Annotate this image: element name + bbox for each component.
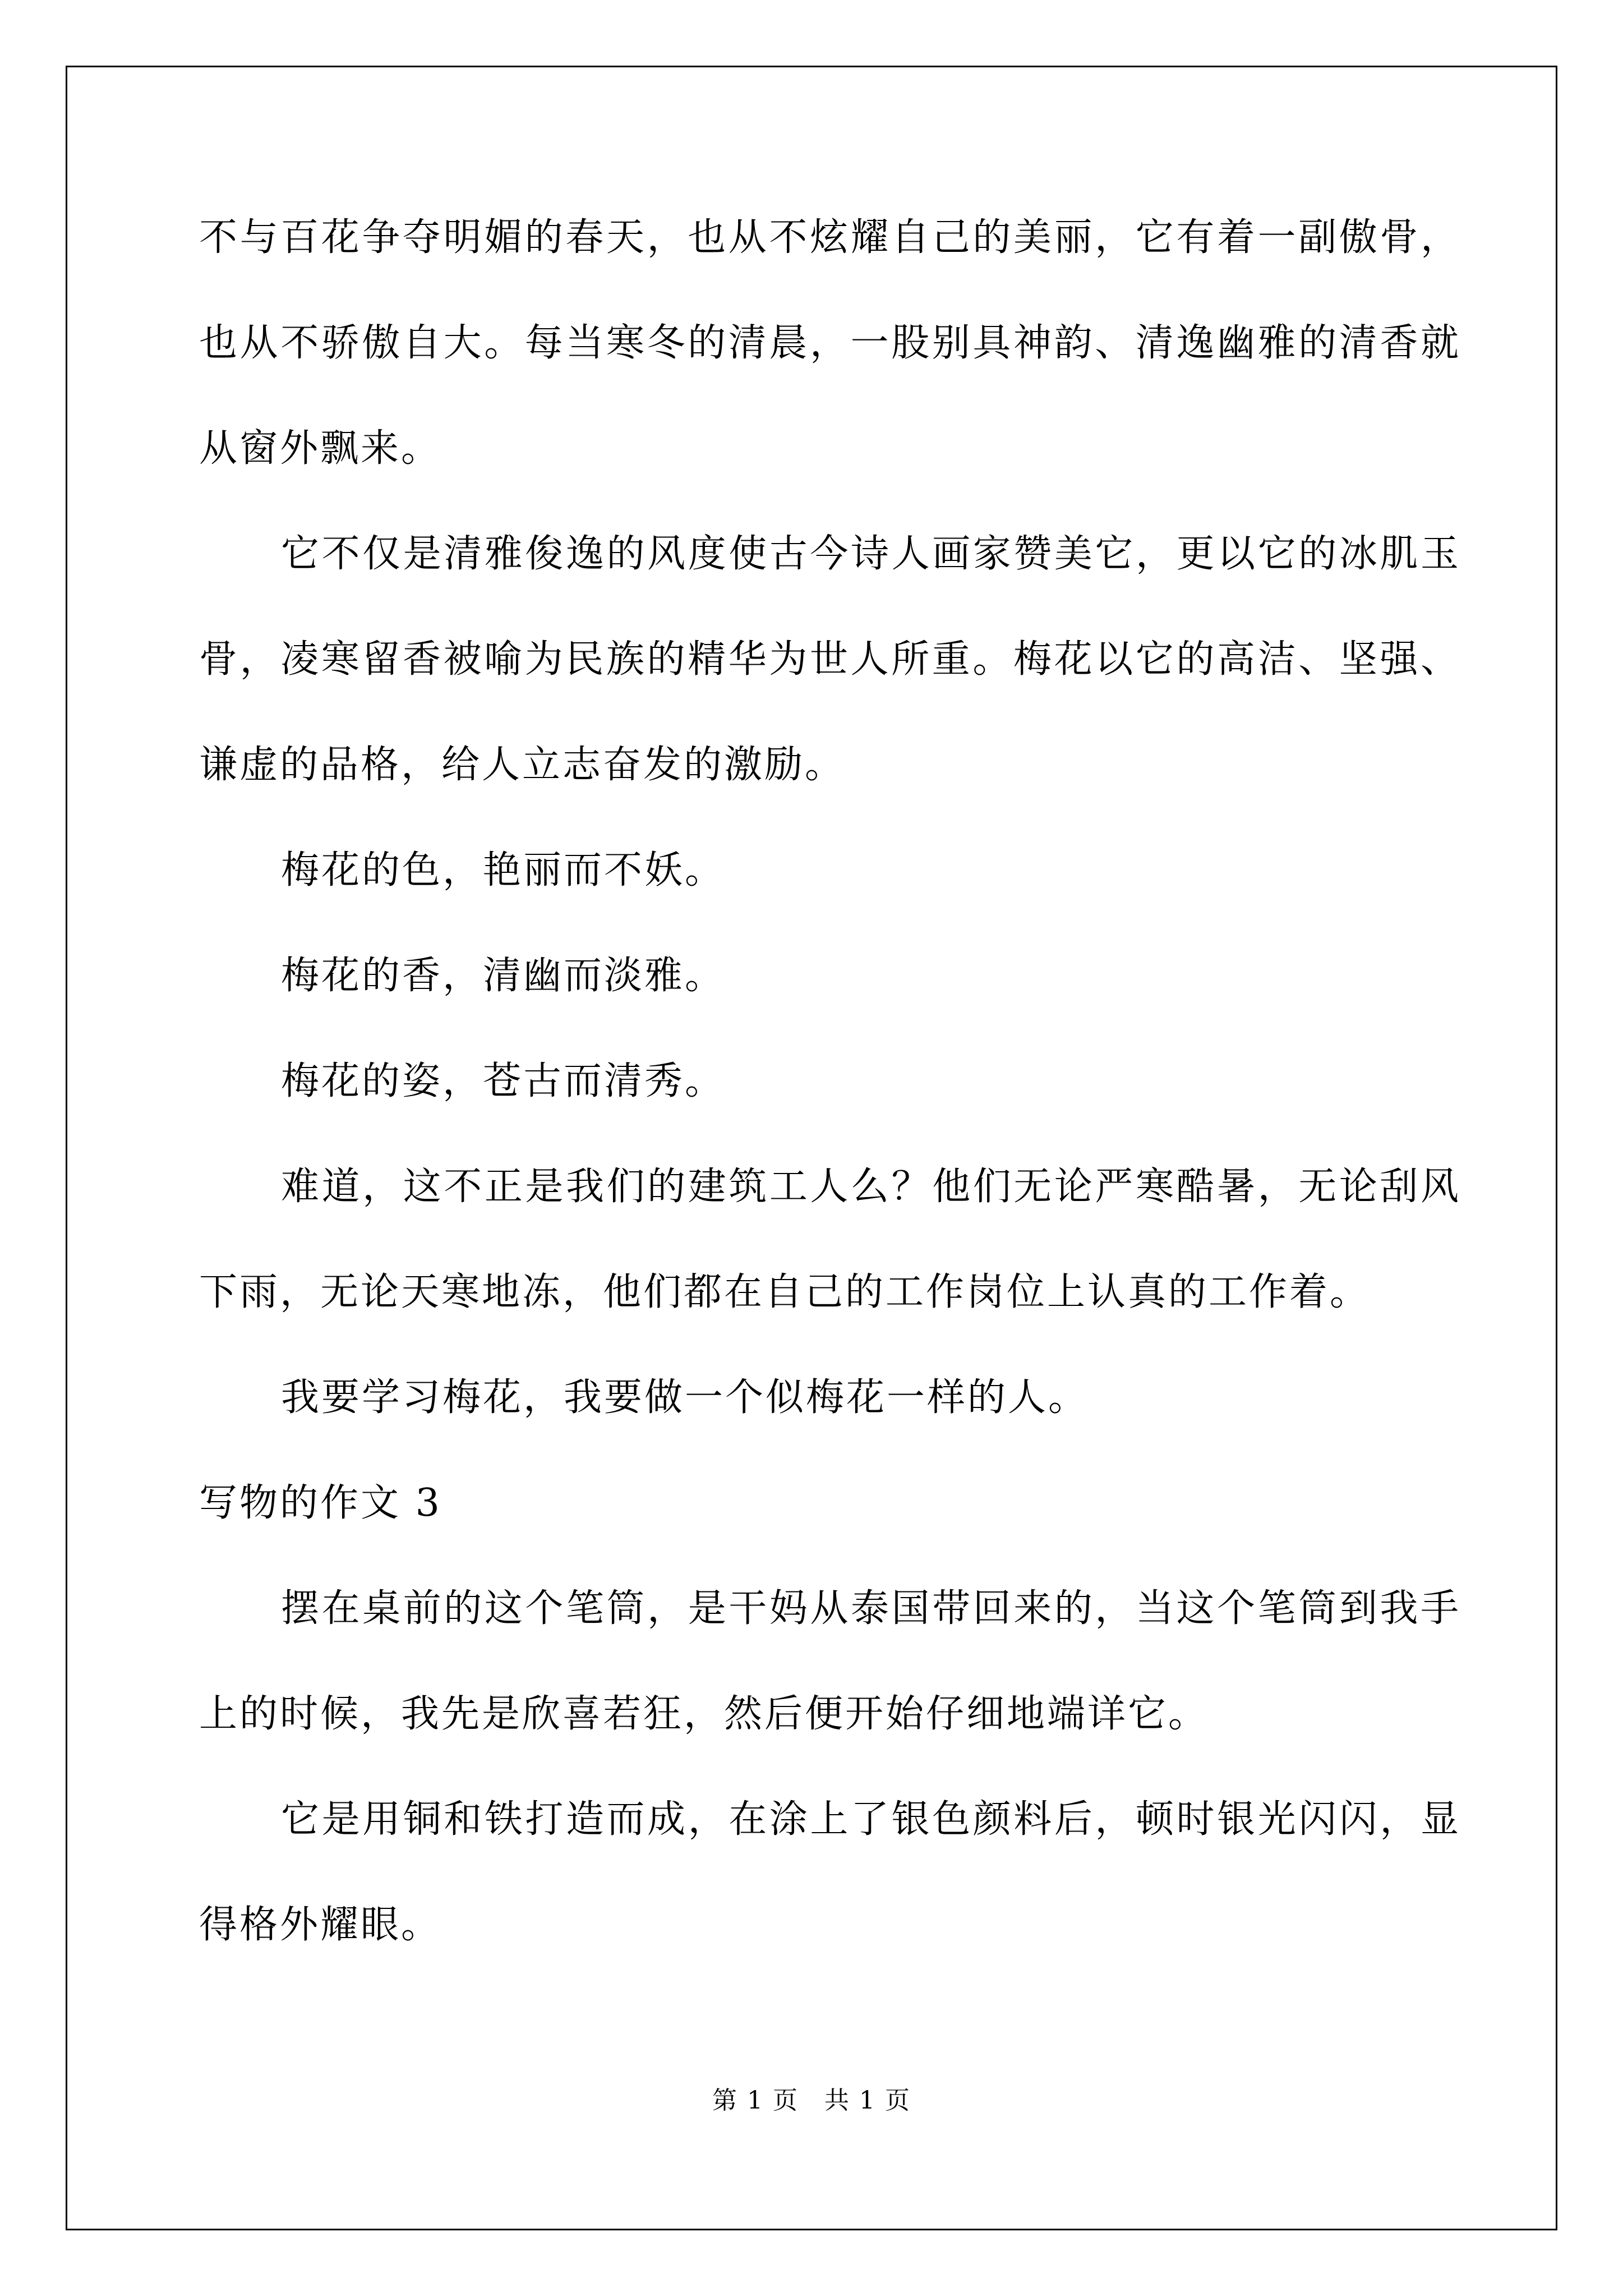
section-heading: 写物的作文 3 <box>199 1481 442 1525</box>
paragraph: 梅花的色，艳丽而不妖。 <box>281 848 726 892</box>
page-footer: 第 1 页 共 1 页 <box>712 2086 911 2115</box>
document-body <box>199 185 1461 1978</box>
paragraph: 它不仅是清雅俊逸的风度使古今诗人画家赞美它，更以它的冰肌玉骨，凌寒留香被喻为民族的精华为世人所重。梅花以它的高洁、坚强、谦虚的品格，给人立志奋发的激励。 <box>199 532 1461 787</box>
paragraph: 梅花的姿，苍古而清秀。 <box>281 1059 726 1103</box>
paragraph: 我要学习梅花，我要做一个似梅花一样的人。 <box>281 1375 1089 1420</box>
paragraph: 它是用铜和铁打造而成，在涂上了银色颜料后，顿时银光闪闪，显得格外耀眼。 <box>199 1797 1461 1947</box>
paragraph: 梅花的香，清幽而淡雅。 <box>281 954 726 998</box>
paragraph: 摆在桌前的这个笔筒，是干妈从泰国带回来的，当这个笔筒到我手上的时候，我先是欣喜若狂，然后便开始仔细地端详它。 <box>199 1586 1461 1736</box>
paragraph: 难道，这不正是我们的建筑工人么？他们无论严寒酷暑，无论刮风下雨，无论天寒地冻，他们都在自己的工作岗位上认真的工作着。 <box>199 1165 1461 1314</box>
paragraph: 不与百花争夺明媚的春天，也从不炫耀自己的美丽，它有着一副傲骨，也从不骄傲自大。每当寒冬的清晨，一股别具神韵、清逸幽雅的清香就从窗外飘来。 <box>199 215 1461 471</box>
